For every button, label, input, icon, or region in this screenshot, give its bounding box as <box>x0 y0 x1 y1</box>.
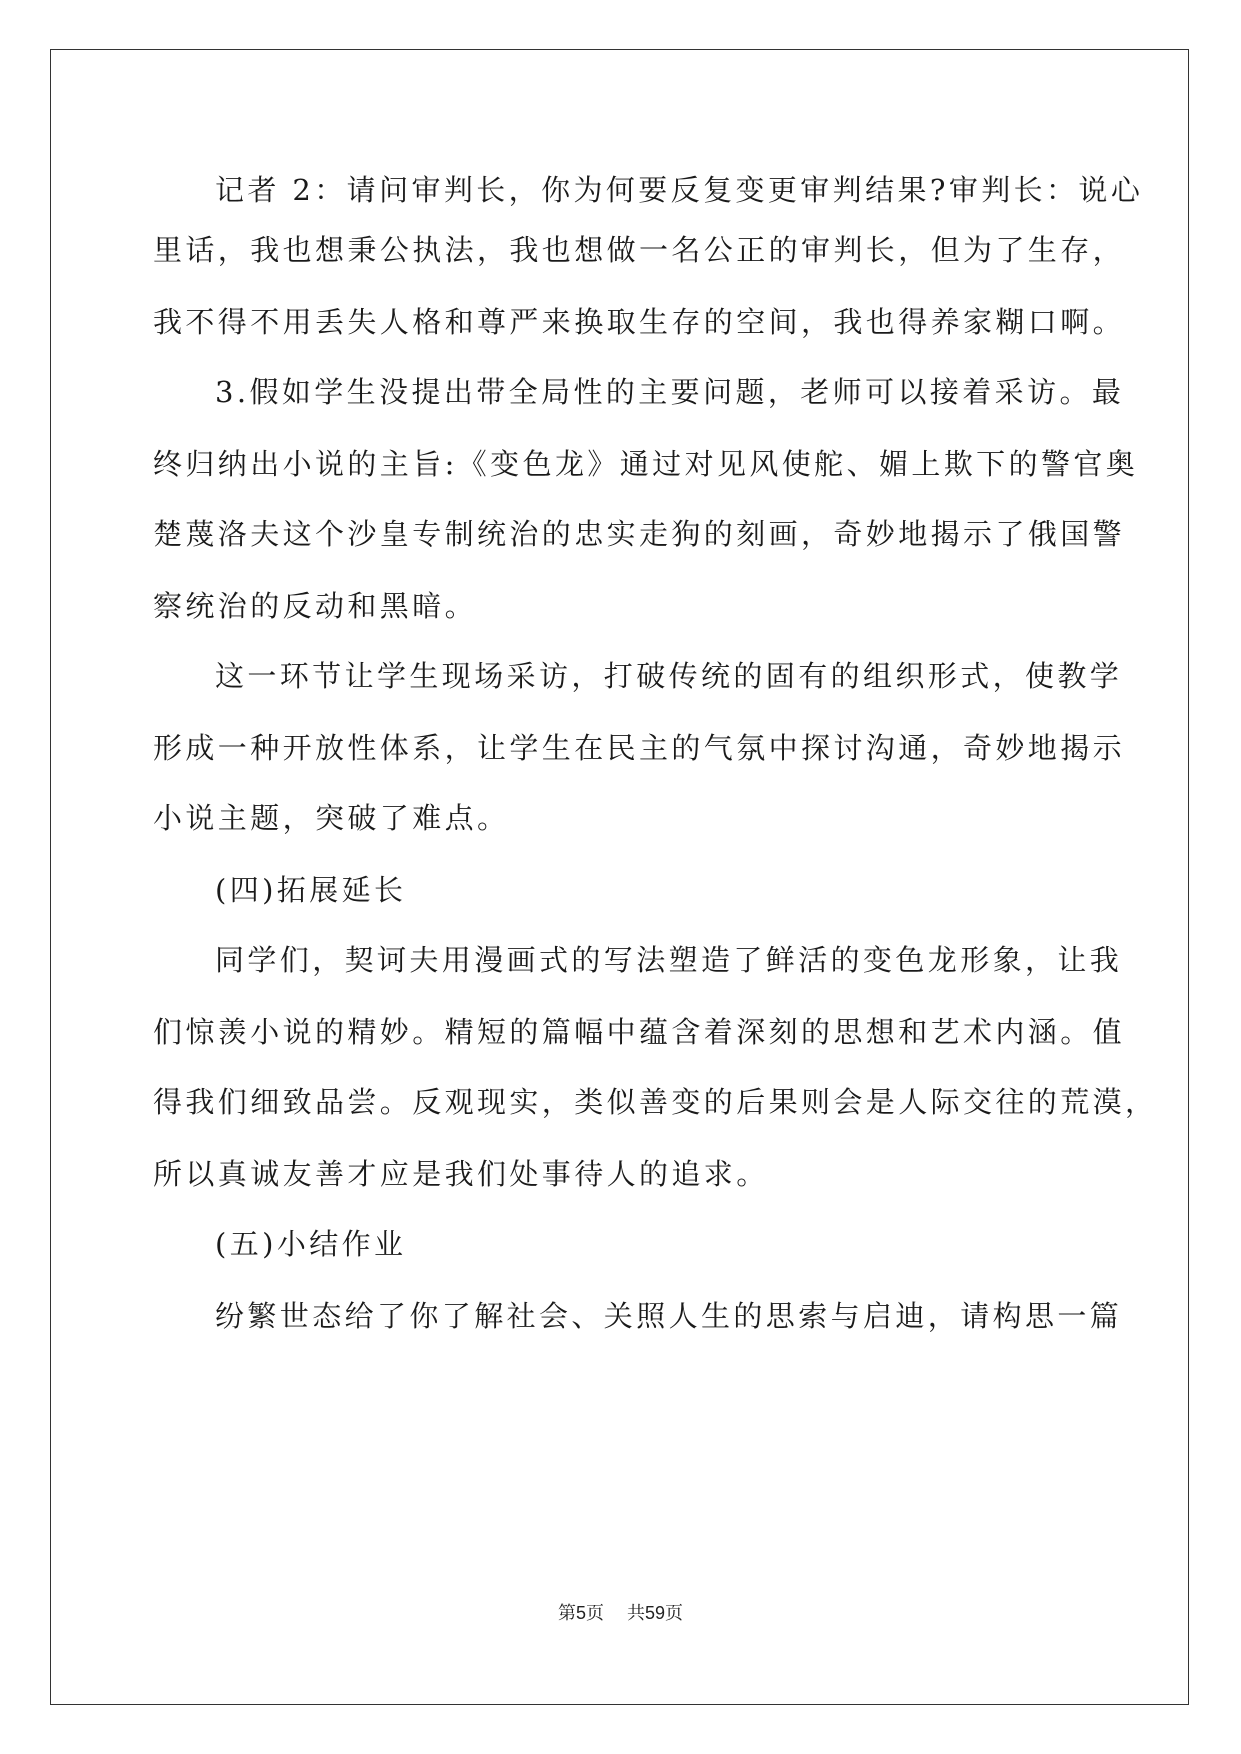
page-suffix: 页 <box>586 1603 605 1624</box>
text-line: 终归纳出小说的主旨:《变色龙》通过对见风使舵、媚上欺下的警官奥 <box>153 447 1139 481</box>
text-line: 形成一种开放性体系，让学生在民主的气氛中探讨沟通，奇妙地揭示 <box>153 731 1126 765</box>
page-current: 5 <box>576 1603 587 1623</box>
text-line: 们惊羡小说的精妙。精短的篇幅中蕴含着深刻的思想和艺术内涵。值 <box>153 1015 1126 1049</box>
text-line: 同学们，契诃夫用漫画式的写法塑造了鲜活的变色龙形象，让我 <box>215 943 1123 977</box>
text-line: 记者 2：请问审判长，你为何要反复变更审判结果?审判长：说心 <box>215 173 1144 207</box>
text-line: 我不得不用丢失人格和尊严来换取生存的空间，我也得养家糊口啊。 <box>153 305 1126 339</box>
page-prefix: 第 <box>558 1603 577 1624</box>
page-footer <box>0 1601 1241 1626</box>
text-line: 所以真诚友善才应是我们处事待人的追求。 <box>153 1157 769 1191</box>
text-line: 纷繁世态给了你了解社会、关照人生的思索与启迪，请构思一篇 <box>215 1299 1123 1333</box>
text-line: 察统治的反动和黑暗。 <box>153 589 478 623</box>
page-total: 59 <box>644 1603 665 1623</box>
section-heading: (五)小结作业 <box>215 1227 407 1261</box>
text-line: 这一环节让学生现场采访，打破传统的固有的组织形式，使教学 <box>215 659 1123 693</box>
total-prefix: 共 <box>626 1603 645 1624</box>
text-line: 得我们细致品尝。反观现实，类似善变的后果则会是人际交往的荒漠， <box>153 1085 1158 1119</box>
text-line: 3.假如学生没提出带全局性的主要问题，老师可以接着采访。最 <box>215 375 1125 409</box>
total-suffix: 页 <box>664 1603 683 1624</box>
text-line: 小说主题，突破了难点。 <box>153 801 510 835</box>
text-line: 里话，我也想秉公执法，我也想做一名公正的审判长，但为了生存， <box>153 233 1126 267</box>
section-heading: (四)拓展延长 <box>215 873 407 907</box>
text-line: 楚蔑洛夫这个沙皇专制统治的忠实走狗的刻画，奇妙地揭示了俄国警 <box>153 517 1126 551</box>
